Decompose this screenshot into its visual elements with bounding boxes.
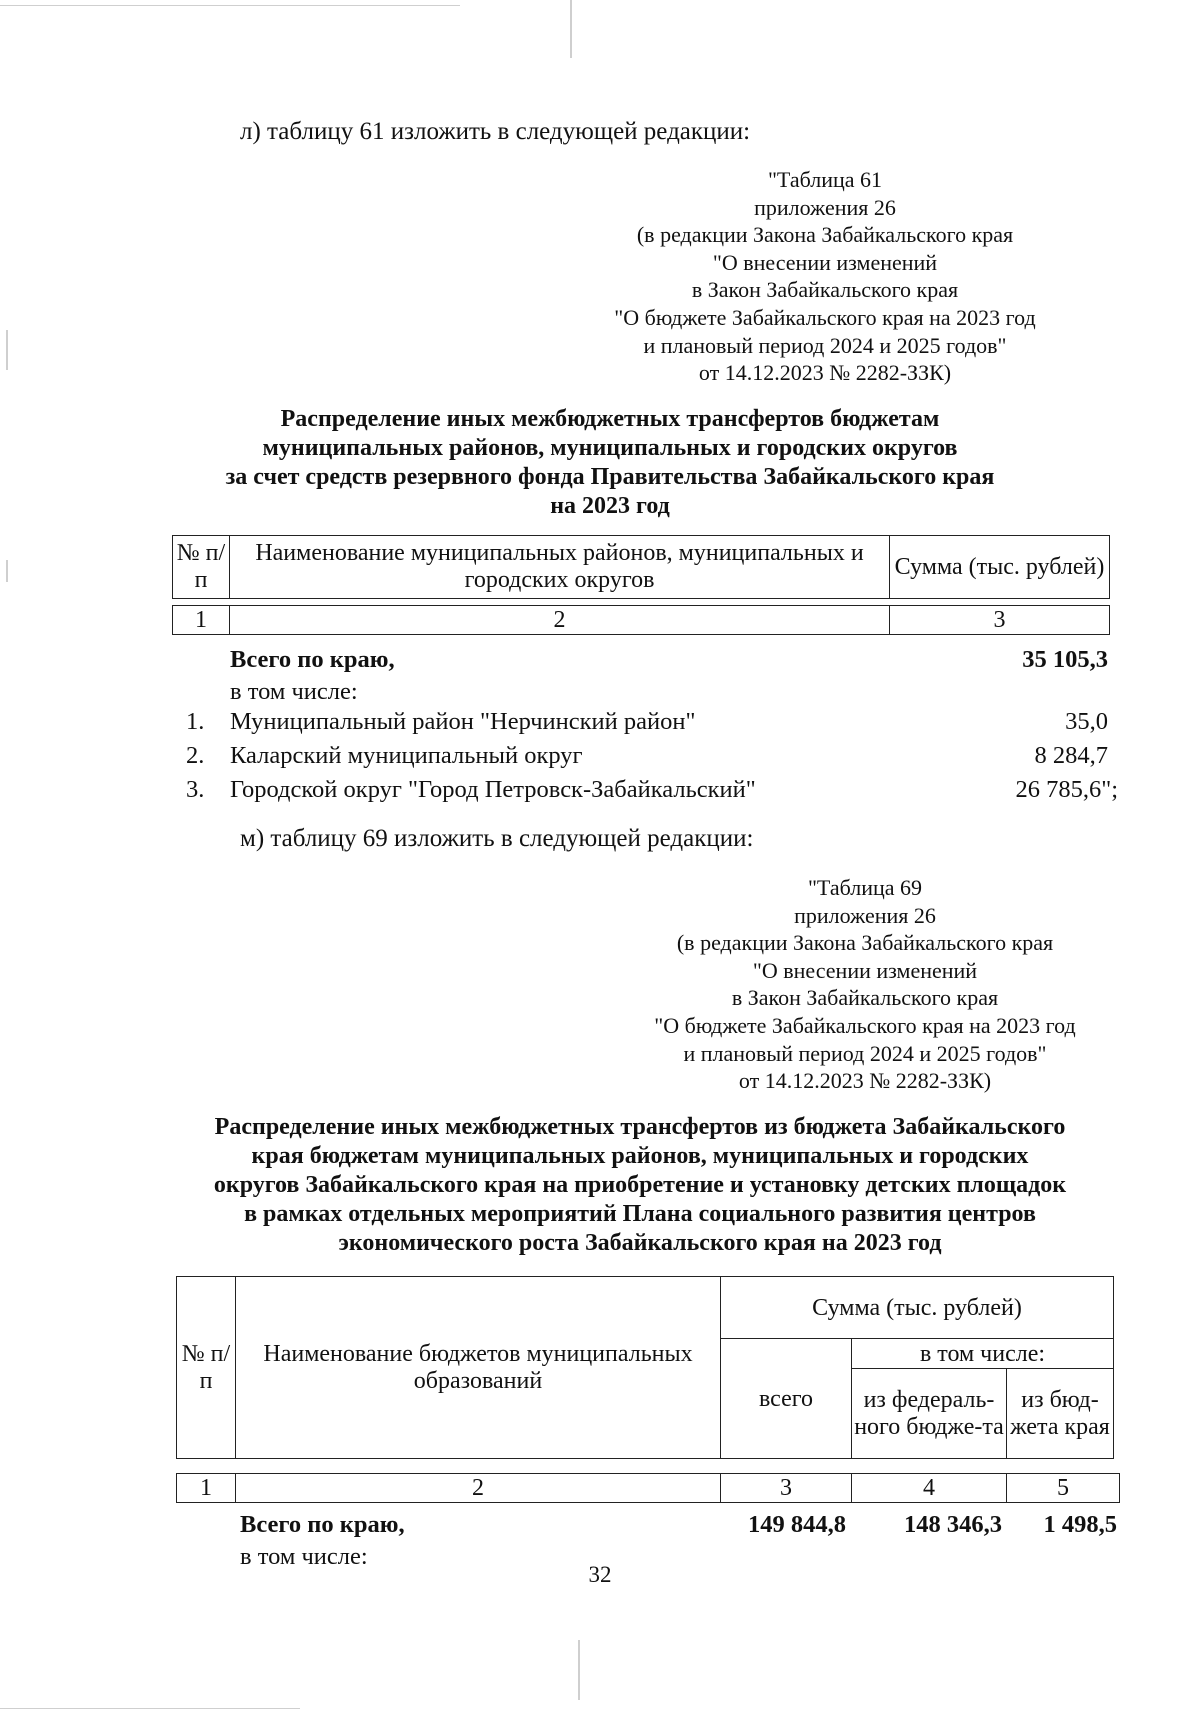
col-federal-header: из федераль-ного бюдже-та — [852, 1369, 1007, 1459]
header-line: "Таблица 61 — [767, 167, 883, 192]
title-line: в рамках отдельных мероприятий Плана социального развития центров — [244, 1201, 1036, 1227]
title-line: за счет средств резервного фонда Правительства Забайкальского края — [225, 464, 995, 490]
header-line: от 14.12.2023 № 2282-ЗЗК) — [738, 1068, 992, 1094]
header-line: в Закон Забайкальского края — [731, 985, 999, 1011]
scan-artifact — [6, 330, 8, 370]
section-1-header — [580, 166, 1070, 387]
section-1-title — [150, 405, 1070, 521]
scan-artifact — [0, 5, 460, 6]
page-number: 32 — [588, 1562, 612, 1587]
scan-artifact — [0, 1708, 300, 1709]
scan-artifact — [570, 0, 572, 58]
header-line: приложения 26 — [754, 194, 896, 220]
row-value: 8 284,7 — [1034, 742, 1108, 769]
row-name: Каларский муниципальный округ — [230, 742, 583, 769]
col-index: 4 — [852, 1474, 1007, 1503]
title-line: края бюджетам муниципальных районов, муниципальных и городских — [251, 1143, 1029, 1169]
header-line: от 14.12.2023 № 2282-ЗЗК) — [698, 360, 952, 386]
section-2-intro: м) таблицу 69 изложить в следующей редакции: — [240, 825, 754, 852]
col-name-header: Наименование бюджетов муниципальных образований — [236, 1277, 721, 1459]
row-value: 35,0 — [1065, 708, 1108, 735]
header-line: (в редакции Закона Забайкальского края — [636, 222, 1014, 248]
title-line: муниципальных районов, муниципальных и городских округов — [262, 435, 958, 461]
col-total-header: всего — [721, 1339, 852, 1459]
header-line: в Закон Забайкальского края — [691, 277, 959, 303]
scan-artifact — [6, 560, 8, 582]
title-line: экономического роста Забайкальского края на 2023 год — [338, 1230, 942, 1256]
title-line: Распределение иных межбюджетных трансфертов бюджетам — [280, 406, 940, 432]
scan-artifact — [578, 1640, 580, 1700]
including-header: в том числе: — [852, 1339, 1114, 1369]
row-number: 1. — [186, 708, 205, 735]
header-line: "О внесении изменений — [712, 249, 938, 275]
header-line: "О бюджете Забайкальского края на 2023 год — [654, 1012, 1076, 1038]
header-line: "О внесении изменений — [752, 957, 978, 983]
header-line: "Таблица 69 — [807, 875, 923, 900]
section-1-intro: л) таблицу 61 изложить в следующей редакции: — [240, 118, 751, 145]
total-label: Всего по краю, — [240, 1511, 405, 1538]
title-line: на 2023 год — [550, 493, 670, 519]
total-label: Всего по краю, — [230, 646, 395, 673]
col-index: 3 — [721, 1474, 852, 1503]
row-number: 2. — [186, 742, 205, 769]
table-69-header — [176, 1276, 1114, 1459]
total-all-value: 149 844,8 — [748, 1511, 846, 1538]
row-name: Муниципальный район "Нерчинский район" — [230, 708, 696, 735]
col-index: 5 — [1007, 1474, 1120, 1503]
total-regional-value: 1 498,5 — [1043, 1511, 1117, 1538]
header-line: приложения 26 — [794, 902, 936, 928]
table-69-numbering — [176, 1473, 1120, 1503]
table-61-header — [172, 535, 1110, 599]
col-index: 1 — [173, 606, 230, 635]
row-value: 26 785,6"; — [1015, 776, 1118, 803]
col-name-header: Наименование муниципальных районов, муниципальных и городских округов — [230, 536, 890, 599]
header-line: и плановый период 2024 и 2025 годов" — [643, 332, 1007, 358]
sum-header: Сумма (тыс. рублей) — [721, 1277, 1114, 1339]
col-index: 3 — [890, 606, 1110, 635]
col-number-header: № п/п — [173, 536, 230, 599]
table-61-numbering — [172, 605, 1110, 635]
row-number: 3. — [186, 776, 205, 803]
section-2-header — [620, 874, 1110, 1095]
total-value: 35 105,3 — [1022, 646, 1108, 673]
col-index: 2 — [236, 1474, 721, 1503]
col-regional-header: из бюд-жета края — [1007, 1369, 1114, 1459]
col-index: 2 — [230, 606, 890, 635]
header-line: и плановый период 2024 и 2025 годов" — [683, 1040, 1047, 1066]
col-index: 1 — [177, 1474, 236, 1503]
section-2-title — [160, 1113, 1120, 1258]
header-line: (в редакции Закона Забайкальского края — [676, 930, 1054, 956]
header-line: "О бюджете Забайкальского края на 2023 год — [614, 304, 1036, 330]
row-name: Городской округ "Город Петровск-Забайкальский" — [230, 776, 756, 803]
including-label: в том числе: — [240, 1543, 368, 1570]
title-line: округов Забайкальского края на приобретение и установку детских площадок — [213, 1172, 1067, 1198]
including-label: в том числе: — [230, 678, 358, 705]
title-line: Распределение иных межбюджетных трансфертов из бюджета Забайкальского — [214, 1114, 1066, 1140]
col-number-header: № п/п — [177, 1277, 236, 1459]
total-federal-value: 148 346,3 — [904, 1511, 1002, 1538]
col-sum-header: Сумма (тыс. рублей) — [890, 536, 1110, 599]
